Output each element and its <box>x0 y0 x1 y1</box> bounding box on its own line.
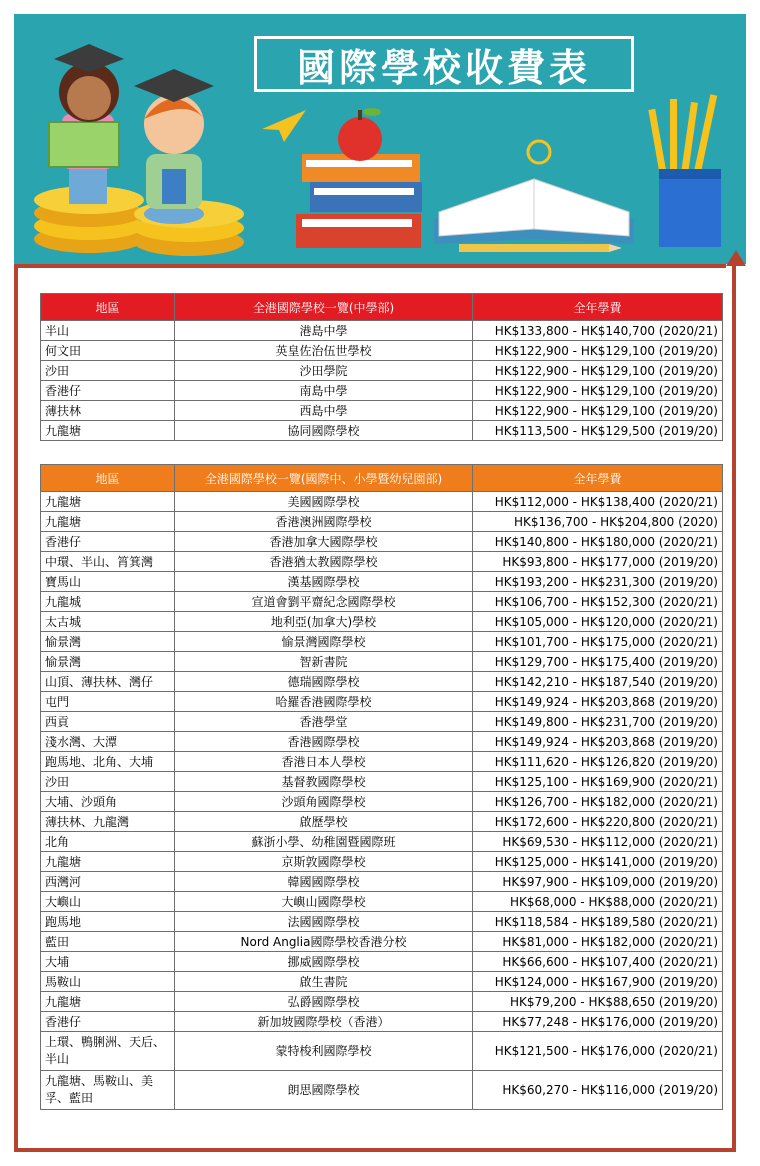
open-book-icon <box>434 141 634 252</box>
district-cell: 山頂、薄扶林、灣仔 <box>41 672 175 692</box>
district-cell: 北角 <box>41 832 175 852</box>
table-row <box>41 952 723 972</box>
header-banner <box>14 14 746 264</box>
table-row <box>41 512 723 532</box>
header-fee: 全年學費 <box>473 465 723 492</box>
district-cell: 大埔 <box>41 952 175 972</box>
fee-cell: HK$93,800 - HK$177,000 (2019/20) <box>473 552 723 572</box>
table-row <box>41 592 723 612</box>
school-name-cell: 德瑞國際學校 <box>175 672 473 692</box>
district-cell: 大埔、沙頭角 <box>41 792 175 812</box>
book-stack-icon <box>296 108 422 248</box>
table-row <box>41 972 723 992</box>
school-name-cell: 啟生書院 <box>175 972 473 992</box>
fee-cell: HK$106,700 - HK$152,300 (2020/21) <box>473 592 723 612</box>
district-cell: 大嶼山 <box>41 892 175 912</box>
frame-top-border <box>14 264 726 268</box>
school-name-cell: 美國國際學校 <box>175 492 473 512</box>
district-cell: 九龍塘、馬鞍山、美孚、藍田 <box>41 1071 175 1110</box>
fee-cell: HK$140,800 - HK$180,000 (2020/21) <box>473 532 723 552</box>
fee-cell: HK$149,924 - HK$203,868 (2019/20) <box>473 692 723 712</box>
district-cell: 淺水灣、大潭 <box>41 732 175 752</box>
district-cell: 薄扶林、九龍灣 <box>41 812 175 832</box>
table-row <box>41 652 723 672</box>
district-cell: 中環、半山、筲箕灣 <box>41 552 175 572</box>
district-cell: 愉景灣 <box>41 632 175 652</box>
fee-cell: HK$149,924 - HK$203,868 (2019/20) <box>473 732 723 752</box>
table-row <box>41 732 723 752</box>
table-row <box>41 401 723 421</box>
fee-cell: HK$60,270 - HK$116,000 (2019/20) <box>473 1071 723 1110</box>
table-header-row <box>41 465 723 492</box>
table-row <box>41 832 723 852</box>
district-cell: 半山 <box>41 321 175 341</box>
fee-cell: HK$122,900 - HK$129,100 (2019/20) <box>473 401 723 421</box>
school-name-cell: 香港國際學校 <box>175 732 473 752</box>
table-row <box>41 492 723 512</box>
district-cell: 九龍塘 <box>41 492 175 512</box>
district-cell: 跑馬地、北角、大埔 <box>41 752 175 772</box>
district-cell: 馬鞍山 <box>41 972 175 992</box>
table-row <box>41 321 723 341</box>
fee-cell: HK$118,584 - HK$189,580 (2020/21) <box>473 912 723 932</box>
fee-cell: HK$172,600 - HK$220,800 (2020/21) <box>473 812 723 832</box>
fee-cell: HK$79,200 - HK$88,650 (2019/20) <box>473 992 723 1012</box>
school-name-cell: 智新書院 <box>175 652 473 672</box>
school-name-cell: 漢基國際學校 <box>175 572 473 592</box>
fee-cell: HK$122,900 - HK$129,100 (2019/20) <box>473 361 723 381</box>
table-header-row <box>41 294 723 321</box>
district-cell: 上環、鴨脷洲、天后、半山 <box>41 1032 175 1071</box>
fee-cell: HK$122,900 - HK$129,100 (2019/20) <box>473 341 723 361</box>
school-name-cell: Nord Anglia國際學校香港分校 <box>175 932 473 952</box>
district-cell: 九龍塘 <box>41 421 175 441</box>
fee-cell: HK$125,100 - HK$169,900 (2020/21) <box>473 772 723 792</box>
fee-cell: HK$136,700 - HK$204,800 (2020) <box>473 512 723 532</box>
school-name-cell: 法國國際學校 <box>175 912 473 932</box>
school-name-cell: 沙頭角國際學校 <box>175 792 473 812</box>
school-name-cell: 啟歷學校 <box>175 812 473 832</box>
school-name-cell: 京斯敦國際學校 <box>175 852 473 872</box>
fee-cell: HK$124,000 - HK$167,900 (2019/20) <box>473 972 723 992</box>
school-name-cell: 愉景灣國際學校 <box>175 632 473 652</box>
school-name-cell: 港島中學 <box>175 321 473 341</box>
header-district: 地區 <box>41 294 175 321</box>
table-row <box>41 361 723 381</box>
school-name-cell: 南島中學 <box>175 381 473 401</box>
school-name-cell: 香港猶太教國際學校 <box>175 552 473 572</box>
district-cell: 跑馬地 <box>41 912 175 932</box>
table-row <box>41 812 723 832</box>
table-row <box>41 1071 723 1110</box>
table-row <box>41 752 723 772</box>
school-name-cell: 蘇浙小學、幼稚園暨國際班 <box>175 832 473 852</box>
header-school: 全港國際學校一覽(中學部) <box>175 294 473 321</box>
pencil-cup-icon <box>648 94 721 247</box>
table-row <box>41 341 723 361</box>
fee-cell: HK$121,500 - HK$176,000 (2020/21) <box>473 1032 723 1071</box>
district-cell: 香港仔 <box>41 381 175 401</box>
fee-cell: HK$77,248 - HK$176,000 (2019/20) <box>473 1012 723 1032</box>
table-row <box>41 892 723 912</box>
table-row <box>41 1012 723 1032</box>
header-district: 地區 <box>41 465 175 492</box>
table-row <box>41 632 723 652</box>
table-row <box>41 712 723 732</box>
fee-cell: HK$97,900 - HK$109,000 (2019/20) <box>473 872 723 892</box>
fee-cell: HK$111,620 - HK$126,820 (2019/20) <box>473 752 723 772</box>
district-cell: 香港仔 <box>41 1012 175 1032</box>
fee-cell: HK$149,800 - HK$231,700 (2019/20) <box>473 712 723 732</box>
secondary-school-table <box>40 293 723 441</box>
primary-school-table <box>40 464 723 1110</box>
district-cell: 何文田 <box>41 341 175 361</box>
district-cell: 屯門 <box>41 692 175 712</box>
school-name-cell: 韓國國際學校 <box>175 872 473 892</box>
table-row <box>41 872 723 892</box>
table-row <box>41 572 723 592</box>
fee-cell: HK$193,200 - HK$231,300 (2019/20) <box>473 572 723 592</box>
fee-cell: HK$66,600 - HK$107,400 (2020/21) <box>473 952 723 972</box>
school-name-cell: 英皇佐治伍世學校 <box>175 341 473 361</box>
fee-cell: HK$68,000 - HK$88,000 (2020/21) <box>473 892 723 912</box>
school-name-cell: 新加坡國際學校（香港） <box>175 1012 473 1032</box>
district-cell: 九龍塘 <box>41 992 175 1012</box>
school-name-cell: 協同國際學校 <box>175 421 473 441</box>
school-name-cell: 弘爵國際學校 <box>175 992 473 1012</box>
school-name-cell: 香港日本人學校 <box>175 752 473 772</box>
district-cell: 沙田 <box>41 361 175 381</box>
district-cell: 九龍塘 <box>41 512 175 532</box>
table-row <box>41 932 723 952</box>
fee-cell: HK$81,000 - HK$182,000 (2020/21) <box>473 932 723 952</box>
fee-cell: HK$133,800 - HK$140,700 (2020/21) <box>473 321 723 341</box>
fee-cell: HK$69,530 - HK$112,000 (2020/21) <box>473 832 723 852</box>
table-row <box>41 532 723 552</box>
district-cell: 愉景灣 <box>41 652 175 672</box>
district-cell: 九龍城 <box>41 592 175 612</box>
fee-cell: HK$105,000 - HK$120,000 (2020/21) <box>473 612 723 632</box>
school-name-cell: 挪威國際學校 <box>175 952 473 972</box>
table-row <box>41 381 723 401</box>
table-row <box>41 992 723 1012</box>
coin-stack-icon <box>34 186 244 256</box>
header-fee: 全年學費 <box>473 294 723 321</box>
table-row <box>41 421 723 441</box>
school-name-cell: 哈羅香港國際學校 <box>175 692 473 712</box>
district-cell: 薄扶林 <box>41 401 175 421</box>
fee-cell: HK$122,900 - HK$129,100 (2019/20) <box>473 381 723 401</box>
header-school: 全港國際學校一覽(國際中、小學暨幼兒園部) <box>175 465 473 492</box>
school-name-cell: 大嶼山國際學校 <box>175 892 473 912</box>
school-name-cell: 沙田學院 <box>175 361 473 381</box>
table-row <box>41 672 723 692</box>
table-row <box>41 692 723 712</box>
arrow-up-icon <box>726 250 746 266</box>
district-cell: 太古城 <box>41 612 175 632</box>
table-row <box>41 792 723 812</box>
paper-plane-icon <box>262 110 306 142</box>
district-cell: 沙田 <box>41 772 175 792</box>
fee-cell: HK$126,700 - HK$182,000 (2020/21) <box>473 792 723 812</box>
fee-cell: HK$142,210 - HK$187,540 (2019/20) <box>473 672 723 692</box>
page-title: 國際學校收費表 <box>254 36 634 92</box>
fee-cell: HK$101,700 - HK$175,000 (2020/21) <box>473 632 723 652</box>
school-name-cell: 香港加拿大國際學校 <box>175 532 473 552</box>
student-girl-icon <box>49 44 124 204</box>
table-row <box>41 852 723 872</box>
school-name-cell: 西島中學 <box>175 401 473 421</box>
school-name-cell: 香港澳洲國際學校 <box>175 512 473 532</box>
district-cell: 九龍塘 <box>41 852 175 872</box>
school-name-cell: 宣道會劉平齋紀念國際學校 <box>175 592 473 612</box>
fee-cell: HK$125,000 - HK$141,000 (2019/20) <box>473 852 723 872</box>
district-cell: 香港仔 <box>41 532 175 552</box>
district-cell: 西灣河 <box>41 872 175 892</box>
table-row <box>41 612 723 632</box>
fee-cell: HK$113,500 - HK$129,500 (2019/20) <box>473 421 723 441</box>
table-row <box>41 1032 723 1071</box>
table-row <box>41 912 723 932</box>
table-row <box>41 772 723 792</box>
fee-cell: HK$129,700 - HK$175,400 (2019/20) <box>473 652 723 672</box>
district-cell: 西貢 <box>41 712 175 732</box>
school-name-cell: 朗思國際學校 <box>175 1071 473 1110</box>
school-name-cell: 地利亞(加拿大)學校 <box>175 612 473 632</box>
district-cell: 寶馬山 <box>41 572 175 592</box>
fee-cell: HK$112,000 - HK$138,400 (2020/21) <box>473 492 723 512</box>
table-row <box>41 552 723 572</box>
district-cell: 藍田 <box>41 932 175 952</box>
school-name-cell: 基督教國際學校 <box>175 772 473 792</box>
school-name-cell: 香港學堂 <box>175 712 473 732</box>
school-name-cell: 蒙特梭利國際學校 <box>175 1032 473 1071</box>
